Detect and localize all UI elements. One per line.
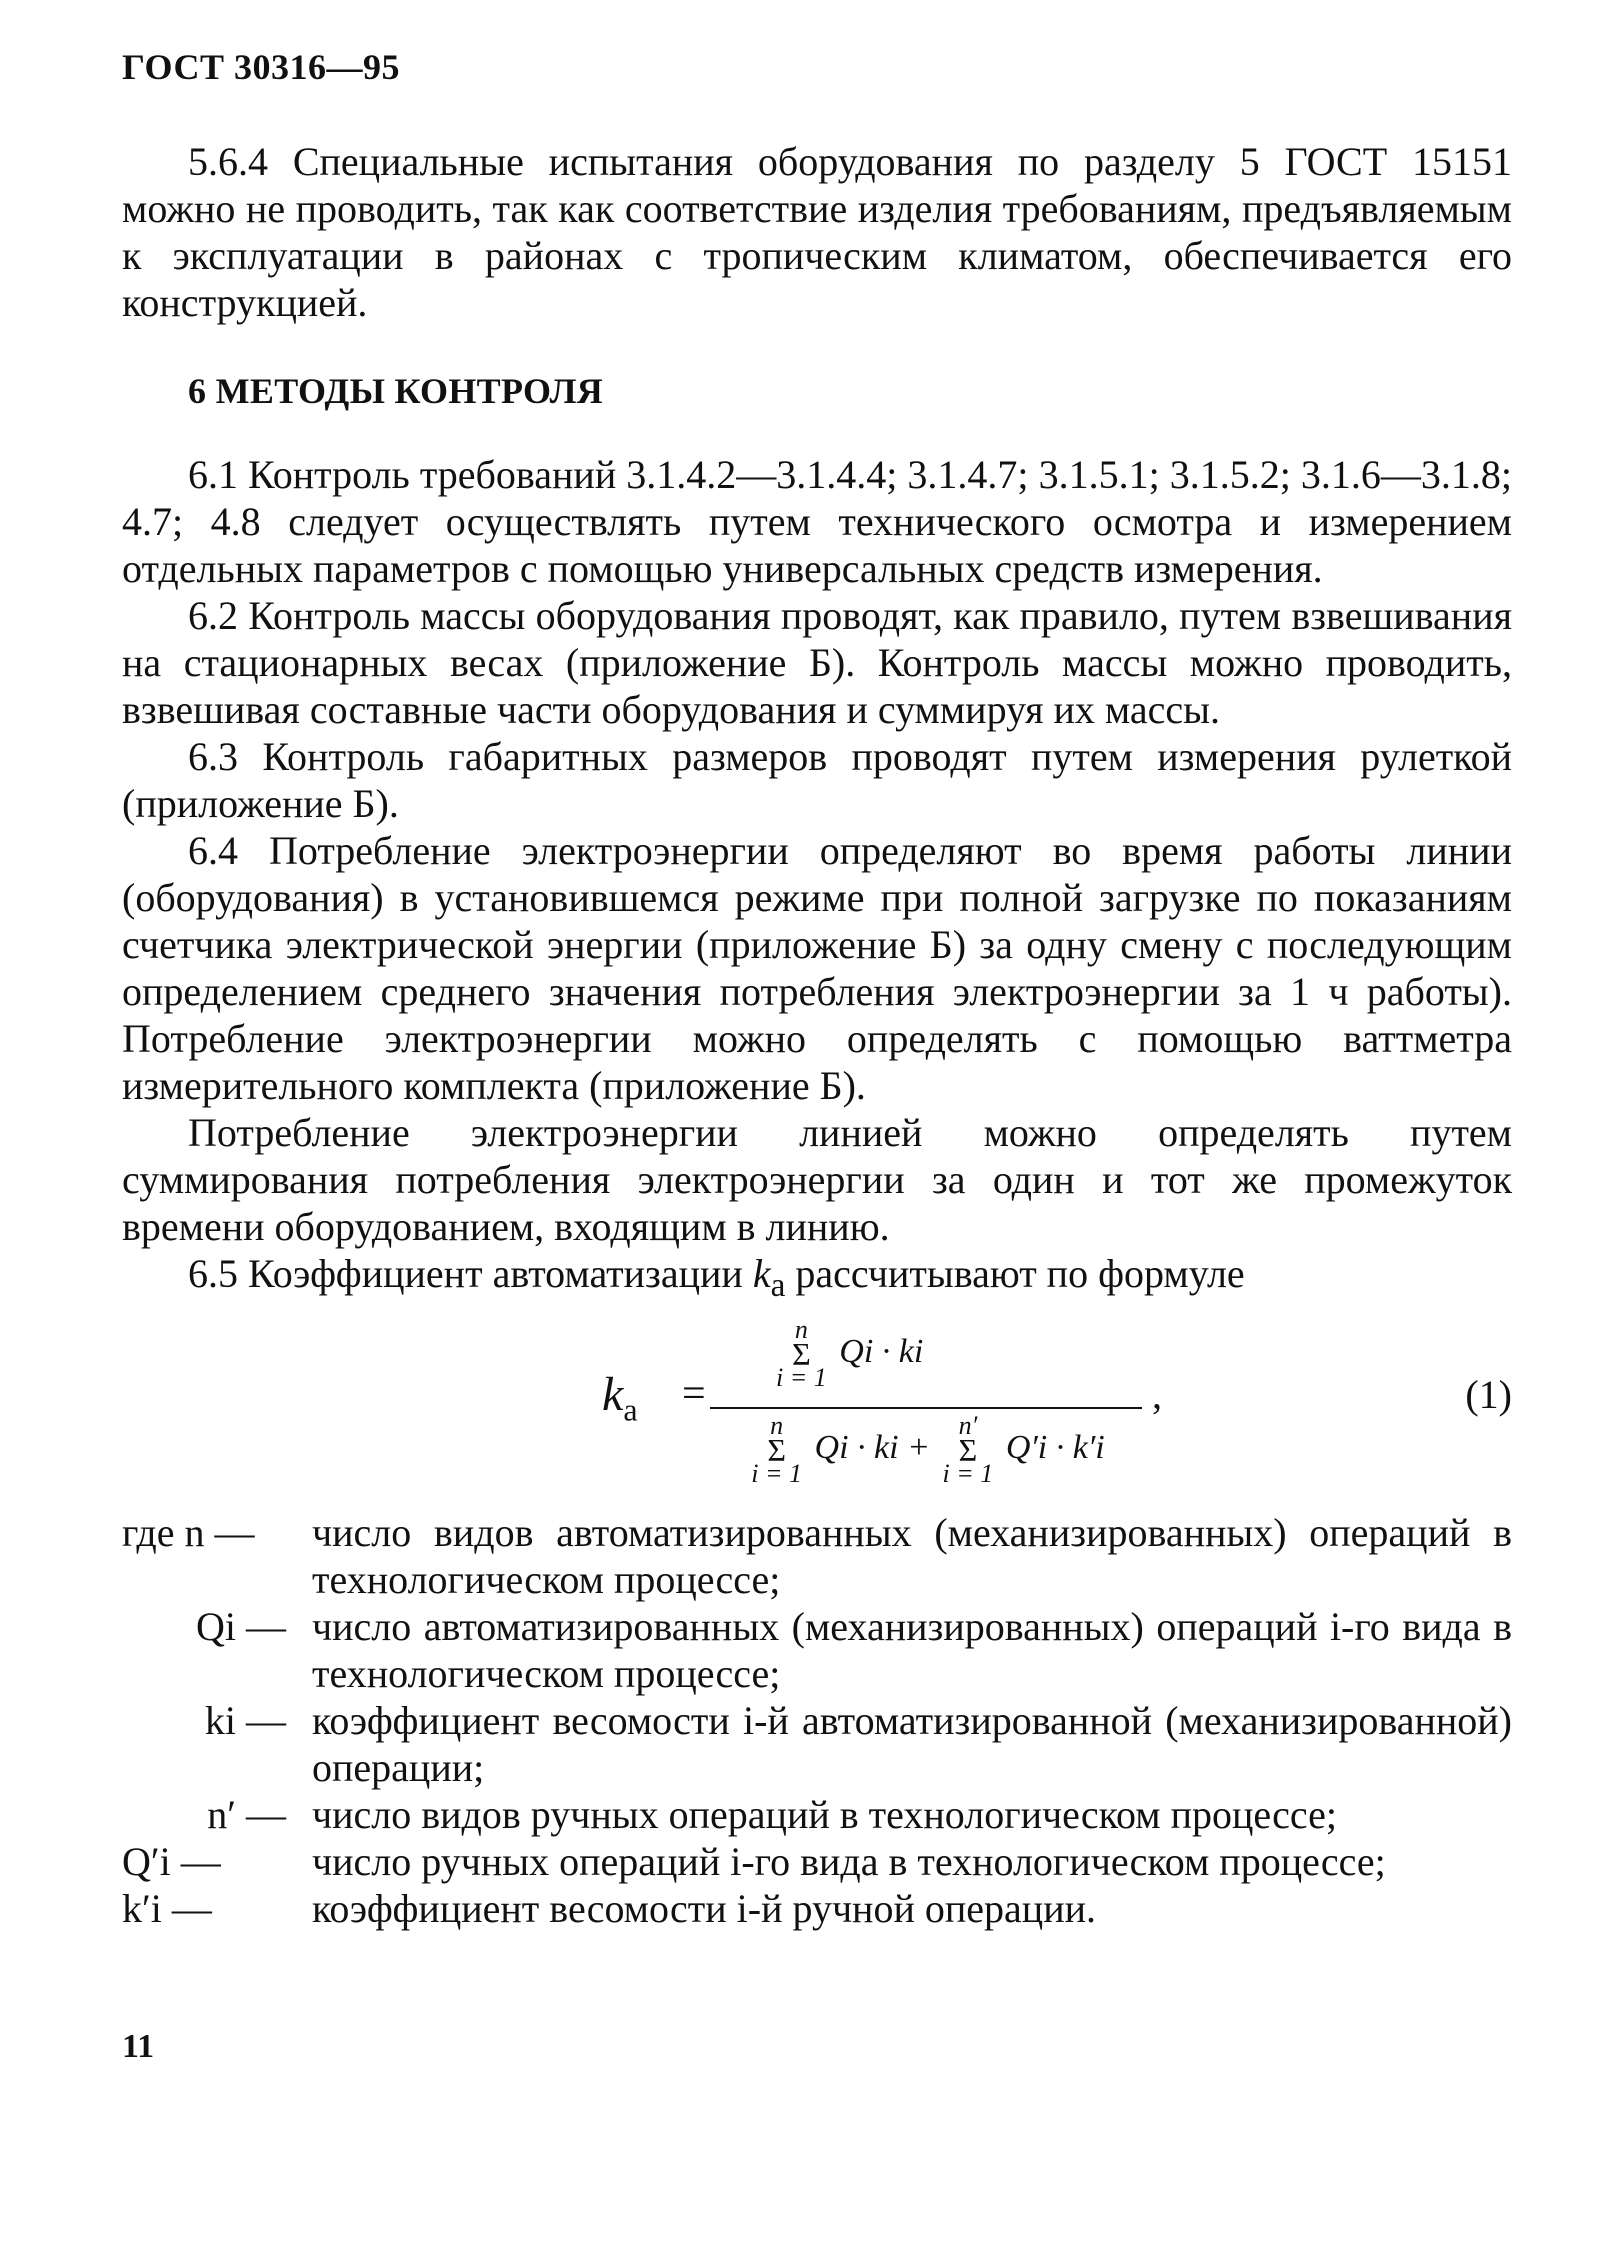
definitions-list: [122, 1509, 1512, 1932]
page-content: [122, 138, 1512, 1932]
definition-text: число видов ручных операций в технологическом процессе;: [312, 1792, 1338, 1837]
denominator-sum-2: [942, 1411, 994, 1488]
section-title: 6 МЕТОДЫ КОНТРОЛЯ: [188, 371, 603, 411]
p65-suffix: рассчитывают по формуле: [785, 1251, 1245, 1296]
definition-symbol: Q′i —: [122, 1839, 221, 1884]
definition-symbol: n′ —: [207, 1792, 286, 1837]
page-number: 11: [122, 2028, 155, 2065]
paragraph-6-4: 6.4 Потребление электроэнергии определяют во время работы линии (оборудования) в установившемся режиме при полной загрузке по показаниям счетчика электрической энергии (приложение Б) за одну смену с последующим определением среднего значения потребления электроэнергии за 1 ч работы). Потребление электроэнергии можно определять с помощью ваттметра измерительного комплекта (приложение Б).: [122, 828, 1512, 1108]
numerator-sum-op: Σ: [792, 1336, 811, 1372]
paragraph-6-4-continued: Потребление электроэнергии линией можно определять путем суммирования потребления электроэнергии за один и тот же промежуток времени оборудованием, входящим в линию.: [122, 1110, 1512, 1249]
denominator-sum-1-upper: n: [770, 1411, 784, 1440]
formula-1: [122, 1315, 1512, 1499]
definition-text: число ручных операций i-го вида в технологическом процессе;: [312, 1839, 1386, 1884]
denominator-sum-1-op: Σ: [767, 1432, 786, 1468]
definition-text: число видов автоматизированных (механизированных) операций в технологическом процессе;: [312, 1510, 1512, 1602]
formula-equals: =: [682, 1371, 706, 1417]
paragraph-6-1: 6.1 Контроль требований 3.1.4.2—3.1.4.4; 3.1.4.7; 3.1.5.1; 3.1.5.2; 3.1.6—3.1.8; 4.7; 4.8 следует осуществлять путем технического осмотра и измерением отдельных параметров с помощью универсальных средств измерения.: [122, 452, 1512, 591]
denominator-sum-2-upper: n′: [958, 1411, 978, 1440]
p65-k: k: [752, 1251, 771, 1296]
formula-comma: ,: [1152, 1372, 1162, 1417]
definition-text: число автоматизированных (механизированных) операций i-го вида в технологическом процессе;: [312, 1604, 1512, 1696]
denominator-sum-1-lower: i = 1: [751, 1459, 803, 1488]
paragraph-6-5: [122, 1250, 1512, 1309]
formula-numerator: [772, 1315, 924, 1392]
definition-symbol: k′i —: [122, 1886, 212, 1931]
paragraph-6-3: 6.3 Контроль габаритных размеров проводят путем измерения рулеткой (приложение Б).: [122, 734, 1512, 826]
numerator-sum-lower: i = 1: [776, 1363, 827, 1392]
denominator-sum-2-lower: i = 1: [942, 1459, 994, 1488]
p65-sub: а: [770, 1267, 786, 1304]
formula-denominator: [710, 1411, 1142, 1488]
fraction-line: [710, 1407, 1142, 1409]
formula-lhs-sub: а: [623, 1391, 638, 1428]
numerator-sum: [776, 1315, 827, 1392]
numerator-sum-upper: n: [794, 1315, 808, 1344]
denominator-term-2: Q′i · k′i: [1005, 1428, 1105, 1466]
denominator-sum-2-op: Σ: [958, 1432, 978, 1468]
page-header: ГОСТ 30316—95: [122, 47, 400, 87]
definition-text: коэффициент весомости i-й автоматизированной (механизированной) операции;: [312, 1698, 1512, 1790]
formula-number: (1): [1465, 1372, 1512, 1417]
denominator-sum-1: [751, 1411, 803, 1488]
definition-text: коэффициент весомости i-й ручной операции.: [312, 1886, 1097, 1931]
formula-lhs: [602, 1368, 638, 1434]
p65-prefix: 6.5 Коэффициент автоматизации: [188, 1251, 753, 1296]
definition-symbol: Qi —: [196, 1604, 286, 1649]
definition-symbol: ki —: [204, 1698, 286, 1743]
denominator-term-1: Qi · ki +: [814, 1428, 931, 1466]
definition-symbol: где n —: [122, 1510, 255, 1555]
numerator-term: Qi · ki: [839, 1332, 924, 1370]
paragraph-6-2: 6.2 Контроль массы оборудования проводят, как правило, путем взвешивания на стационарных весах (приложение Б). Контроль массы можно проводить, взвешивая составные части оборудования и суммируя их массы.: [122, 593, 1512, 732]
formula-lhs-var: k: [602, 1368, 624, 1421]
paragraph-5-6-4: 5.6.4 Специальные испытания оборудования по разделу 5 ГОСТ 15151 можно не проводить, так как соответствие изделия требованиям, предъявляемым к эксплуатации в районах с тропическим климатом, обеспечивается его конструкцией.: [122, 139, 1512, 325]
